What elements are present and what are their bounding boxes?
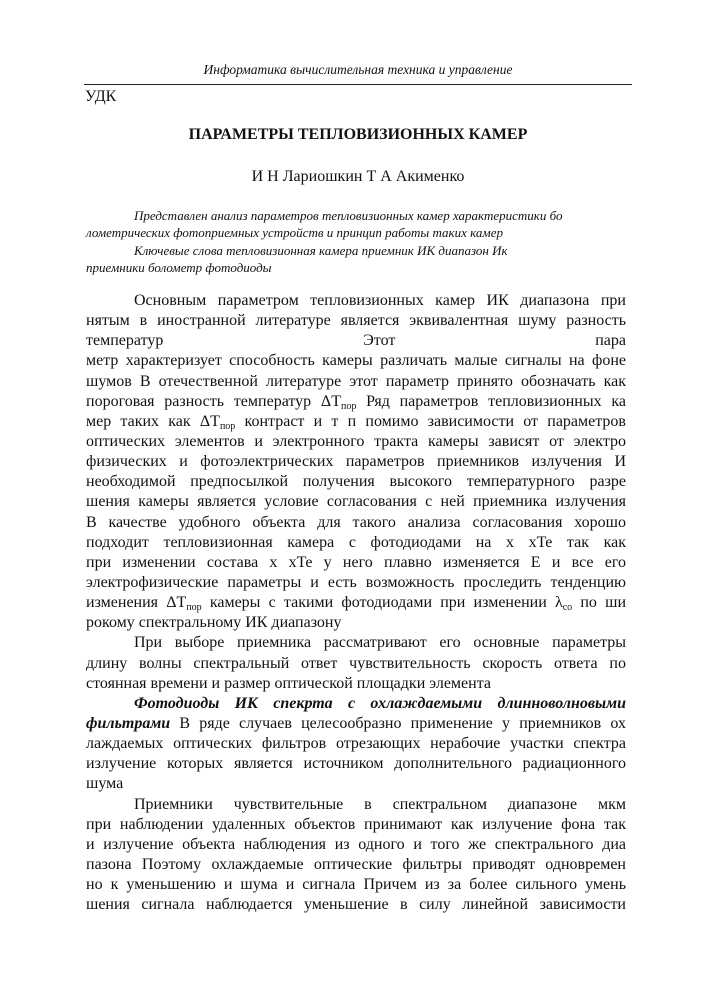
body-line: изменения $\Delta T_{пор}$ камеры с такими фотодиодами при изменении $\lambda_{со}$ по ши bbox=[86, 594, 626, 614]
body-line: стоянная времени и размер оптической площадки элемента bbox=[86, 674, 491, 692]
body-line: оптических элементов и электронного тракта камеры зависят от электро bbox=[86, 432, 626, 450]
authors: И Н Лариошкин Т А Акименко bbox=[251, 168, 465, 185]
keywords-line: Ключевые слова тепловизионная камера приемник ИК диапазон Ик bbox=[134, 243, 508, 258]
body-line: шения камеры является условие согласования с ней приемника излучения bbox=[86, 493, 626, 511]
running-header: Информатика вычислительная техника и управление bbox=[203, 62, 513, 77]
keywords-line: приемники болометр фотодиоды bbox=[86, 260, 272, 275]
body-line: температур Этот пара bbox=[86, 332, 626, 350]
delta-t-symbol: ΔT bbox=[199, 412, 220, 430]
body-line: мер таких как $\Delta T_{пор}$ контраст и т п помимо зависимости от параметров bbox=[86, 412, 626, 432]
abstract-line: лометрических фотоприемных устройств и принцип работы таких камер bbox=[86, 225, 503, 240]
body-line: излучение которых является источником дополнительного радиационного bbox=[86, 755, 626, 773]
body-line: пазона Поэтому охлаждаемые оптические фильтры приводят одновремен bbox=[86, 855, 626, 873]
body-line: шумов В отечественной литературе этот параметр принято обозначать как bbox=[86, 372, 626, 390]
body-line: пороговая разность температур $\Delta T_{пор}$ Ряд параметров тепловизионных ка bbox=[86, 392, 626, 412]
body-line: подходит тепловизионная камера с фотодиодами на x xTe так как bbox=[86, 533, 626, 551]
body-line: Приемники чувствительные в спектральном диапазоне мкм bbox=[134, 795, 626, 813]
delta-t-symbol: ΔT bbox=[166, 594, 187, 612]
body-line: при изменении состава x xTe у него плавно изменяется E и все его bbox=[86, 553, 626, 571]
body-line: но к уменьшению и шума и сигнала Причем из за более сильного умень bbox=[86, 876, 626, 894]
section-heading-end: фильтрами bbox=[86, 714, 171, 732]
body-line: физических и фотоэлектрических параметров приемников излучения И bbox=[86, 453, 626, 471]
body-line: рокому спектральному ИК диапазону bbox=[86, 614, 342, 632]
body-line: и излучение объекта наблюдения из одного и того же спектрального диа bbox=[86, 835, 626, 853]
body-line: фильтрами В ряде случаев целесообразно применение у приемников ох bbox=[86, 714, 626, 732]
body-line: при наблюдении удаленных объектов принимают как излучение фона так bbox=[86, 815, 626, 833]
header-rule bbox=[84, 84, 632, 85]
body-line: метр характеризует способность камеры различать малые сигналы на фоне bbox=[86, 352, 626, 370]
body-line: лаждаемых оптических фильтров отрезающих нерабочие участки спектра bbox=[86, 735, 626, 753]
body-line: нятым в иностранной литературе является эквивалентная шуму разность bbox=[86, 312, 626, 330]
keywords bbox=[86, 242, 622, 276]
abstract-line: Представлен анализ параметров тепловизионных камер характеристики бо bbox=[134, 208, 563, 223]
body-line: При выборе приемника рассматривают его основные параметры bbox=[134, 634, 626, 652]
section-heading-line: Фотодиоды ИК спекрта с охлаждаемыми длинноволновыми bbox=[134, 694, 626, 712]
delta-t-symbol: ΔT bbox=[320, 392, 341, 410]
lambda-symbol: λ bbox=[554, 594, 563, 612]
body-text bbox=[86, 291, 626, 915]
udk-label: УДК bbox=[85, 88, 117, 105]
body-line: шения сигнала наблюдается уменьшение в силу линейной зависимости bbox=[86, 896, 626, 914]
body-line: длину волны спектральный ответ чувствительность скорость ответа по bbox=[86, 654, 626, 672]
paper-title: ПАРАМЕТРЫ ТЕПЛОВИЗИОННЫХ КАМЕР bbox=[188, 126, 528, 143]
abstract bbox=[86, 207, 622, 241]
body-line: В качестве удобного объекта для такого анализа согласования хорошо bbox=[86, 513, 626, 531]
body-line: Основным параметром тепловизионных камер ИК диапазона при bbox=[134, 292, 626, 309]
body-line: электрофизические параметры и есть возможность проследить тенденцию bbox=[86, 573, 626, 591]
body-line: необходимой предпосылкой получения высокого температурного разре bbox=[86, 473, 626, 491]
body-line: шума bbox=[86, 775, 124, 793]
